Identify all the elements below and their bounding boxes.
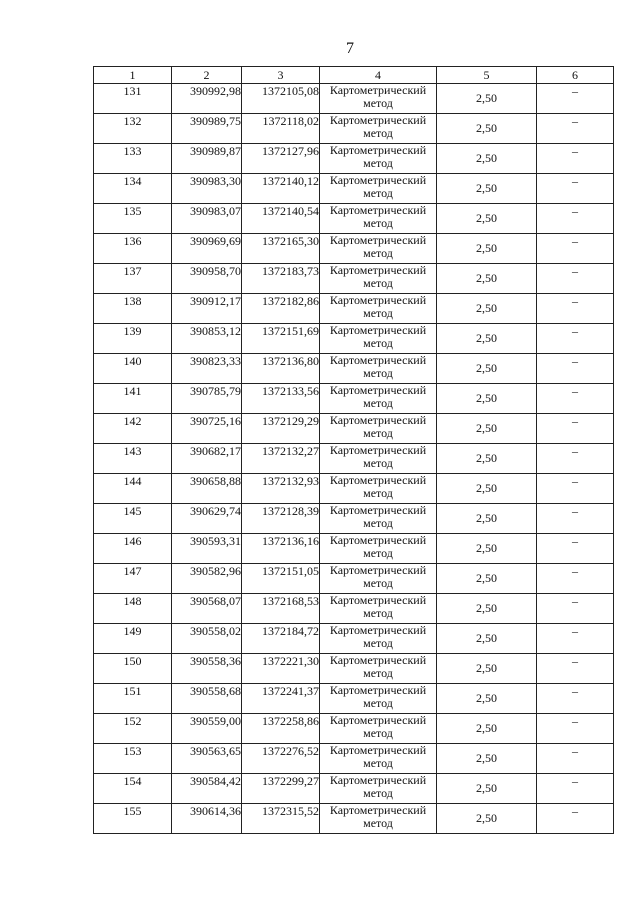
method-cell	[320, 144, 437, 174]
method-cell	[320, 654, 437, 684]
x-coordinate-cell: 390969,69	[172, 234, 242, 264]
y-coordinate-cell: 1372276,52	[242, 744, 320, 774]
x-coordinate-cell: 390563,65	[172, 744, 242, 774]
method-line-2: метод	[363, 816, 393, 830]
method-cell	[320, 384, 437, 414]
method-line-2: метод	[363, 636, 393, 650]
y-coordinate-cell: 1372151,69	[242, 324, 320, 354]
accuracy-cell: 2,50	[437, 294, 537, 324]
method-line-1: Картометрический	[329, 593, 427, 607]
method-line-1: Картометрический	[329, 383, 427, 397]
description-cell: –	[537, 774, 614, 804]
method-cell	[320, 414, 437, 444]
method-cell	[320, 534, 437, 564]
x-coordinate-cell: 390725,16	[172, 414, 242, 444]
method-line-2: метод	[363, 96, 393, 110]
method-line-2: метод	[363, 336, 393, 350]
method-line-2: метод	[363, 786, 393, 800]
method-line-1: Картометрический	[329, 803, 427, 817]
point-number-cell: 141	[94, 384, 172, 414]
point-number-cell: 136	[94, 234, 172, 264]
x-coordinate-cell: 390958,70	[172, 264, 242, 294]
method-cell	[320, 714, 437, 744]
point-number-cell: 144	[94, 474, 172, 504]
accuracy-cell: 2,50	[437, 144, 537, 174]
table-header-row	[94, 67, 614, 84]
accuracy-cell: 2,50	[437, 114, 537, 144]
x-coordinate-cell: 390853,12	[172, 324, 242, 354]
method-cell	[320, 804, 437, 834]
column-header: 4	[320, 67, 437, 84]
point-number-cell: 138	[94, 294, 172, 324]
method-line-2: метод	[363, 396, 393, 410]
method-line-1: Картометрический	[329, 443, 427, 457]
method-cell	[320, 174, 437, 204]
accuracy-cell: 2,50	[437, 384, 537, 414]
table-row	[94, 264, 614, 294]
y-coordinate-cell: 1372133,56	[242, 384, 320, 414]
point-number-cell: 145	[94, 504, 172, 534]
x-coordinate-cell: 390614,36	[172, 804, 242, 834]
table-row	[94, 234, 614, 264]
method-line-1: Картометрический	[329, 113, 427, 127]
method-line-1: Картометрический	[329, 623, 427, 637]
y-coordinate-cell: 1372221,30	[242, 654, 320, 684]
x-coordinate-cell: 390989,87	[172, 144, 242, 174]
y-coordinate-cell: 1372128,39	[242, 504, 320, 534]
method-cell	[320, 744, 437, 774]
accuracy-cell: 2,50	[437, 804, 537, 834]
column-header: 1	[94, 67, 172, 84]
description-cell: –	[537, 384, 614, 414]
y-coordinate-cell: 1372258,86	[242, 714, 320, 744]
method-cell	[320, 594, 437, 624]
x-coordinate-cell: 390682,17	[172, 444, 242, 474]
y-coordinate-cell: 1372140,12	[242, 174, 320, 204]
method-cell	[320, 234, 437, 264]
description-cell: –	[537, 534, 614, 564]
y-coordinate-cell: 1372299,27	[242, 774, 320, 804]
method-line-1: Картометрический	[329, 233, 427, 247]
x-coordinate-cell: 390558,02	[172, 624, 242, 654]
accuracy-cell: 2,50	[437, 474, 537, 504]
y-coordinate-cell: 1372118,02	[242, 114, 320, 144]
x-coordinate-cell: 390823,33	[172, 354, 242, 384]
table-row	[94, 384, 614, 414]
method-cell	[320, 624, 437, 654]
method-line-2: метод	[363, 546, 393, 560]
method-line-1: Картометрический	[329, 773, 427, 787]
point-number-cell: 149	[94, 624, 172, 654]
accuracy-cell: 2,50	[437, 264, 537, 294]
point-number-cell: 140	[94, 354, 172, 384]
table-row	[94, 804, 614, 834]
method-cell	[320, 264, 437, 294]
y-coordinate-cell: 1372182,86	[242, 294, 320, 324]
table-row	[94, 114, 614, 144]
method-line-1: Картометрический	[329, 353, 427, 367]
method-line-2: метод	[363, 276, 393, 290]
y-coordinate-cell: 1372184,72	[242, 624, 320, 654]
point-number-cell: 152	[94, 714, 172, 744]
description-cell: –	[537, 804, 614, 834]
description-cell: –	[537, 234, 614, 264]
method-cell	[320, 114, 437, 144]
x-coordinate-cell: 390785,79	[172, 384, 242, 414]
method-line-2: метод	[363, 576, 393, 590]
method-line-1: Картометрический	[329, 203, 427, 217]
method-line-2: метод	[363, 516, 393, 530]
method-cell	[320, 774, 437, 804]
point-number-cell: 150	[94, 654, 172, 684]
y-coordinate-cell: 1372241,37	[242, 684, 320, 714]
x-coordinate-cell: 390912,17	[172, 294, 242, 324]
point-number-cell: 154	[94, 774, 172, 804]
accuracy-cell: 2,50	[437, 654, 537, 684]
method-cell	[320, 204, 437, 234]
accuracy-cell: 2,50	[437, 564, 537, 594]
method-line-2: метод	[363, 606, 393, 620]
method-cell	[320, 324, 437, 354]
x-coordinate-cell: 390989,75	[172, 114, 242, 144]
method-cell	[320, 84, 437, 114]
method-cell	[320, 564, 437, 594]
accuracy-cell: 2,50	[437, 594, 537, 624]
y-coordinate-cell: 1372136,16	[242, 534, 320, 564]
table-row	[94, 144, 614, 174]
description-cell: –	[537, 624, 614, 654]
description-cell: –	[537, 594, 614, 624]
accuracy-cell: 2,50	[437, 444, 537, 474]
x-coordinate-cell: 390584,42	[172, 774, 242, 804]
description-cell: –	[537, 744, 614, 774]
method-line-2: метод	[363, 666, 393, 680]
point-number-cell: 133	[94, 144, 172, 174]
description-cell: –	[537, 84, 614, 114]
method-line-2: метод	[363, 426, 393, 440]
description-cell: –	[537, 144, 614, 174]
method-line-1: Картометрический	[329, 413, 427, 427]
x-coordinate-cell: 390582,96	[172, 564, 242, 594]
method-line-1: Картометрический	[329, 143, 427, 157]
accuracy-cell: 2,50	[437, 174, 537, 204]
point-number-cell: 131	[94, 84, 172, 114]
method-line-2: метод	[363, 216, 393, 230]
method-line-1: Картометрический	[329, 533, 427, 547]
method-line-1: Картометрический	[329, 293, 427, 307]
method-line-2: метод	[363, 246, 393, 260]
method-line-2: метод	[363, 726, 393, 740]
accuracy-cell: 2,50	[437, 774, 537, 804]
point-number-cell: 151	[94, 684, 172, 714]
table-row	[94, 504, 614, 534]
column-header: 3	[242, 67, 320, 84]
point-number-cell: 143	[94, 444, 172, 474]
accuracy-cell: 2,50	[437, 534, 537, 564]
table-row	[94, 684, 614, 714]
y-coordinate-cell: 1372132,27	[242, 444, 320, 474]
y-coordinate-cell: 1372168,53	[242, 594, 320, 624]
table-row	[94, 744, 614, 774]
point-number-cell: 139	[94, 324, 172, 354]
point-number-cell: 146	[94, 534, 172, 564]
table-row	[94, 414, 614, 444]
method-line-1: Картометрический	[329, 173, 427, 187]
accuracy-cell: 2,50	[437, 84, 537, 114]
table-row	[94, 654, 614, 684]
description-cell: –	[537, 204, 614, 234]
table-row	[94, 84, 614, 114]
point-number-cell: 137	[94, 264, 172, 294]
description-cell: –	[537, 174, 614, 204]
x-coordinate-cell: 390593,31	[172, 534, 242, 564]
accuracy-cell: 2,50	[437, 414, 537, 444]
x-coordinate-cell: 390559,00	[172, 714, 242, 744]
description-cell: –	[537, 444, 614, 474]
y-coordinate-cell: 1372105,08	[242, 84, 320, 114]
x-coordinate-cell: 390629,74	[172, 504, 242, 534]
method-line-2: метод	[363, 756, 393, 770]
method-cell	[320, 684, 437, 714]
y-coordinate-cell: 1372129,29	[242, 414, 320, 444]
column-header: 5	[437, 67, 537, 84]
method-cell	[320, 354, 437, 384]
description-cell: –	[537, 324, 614, 354]
method-line-1: Картометрический	[329, 713, 427, 727]
x-coordinate-cell: 390658,88	[172, 474, 242, 504]
y-coordinate-cell: 1372315,52	[242, 804, 320, 834]
accuracy-cell: 2,50	[437, 714, 537, 744]
x-coordinate-cell: 390983,30	[172, 174, 242, 204]
point-number-cell: 155	[94, 804, 172, 834]
accuracy-cell: 2,50	[437, 624, 537, 654]
method-cell	[320, 444, 437, 474]
description-cell: –	[537, 114, 614, 144]
method-cell	[320, 294, 437, 324]
x-coordinate-cell: 390558,68	[172, 684, 242, 714]
method-line-1: Картометрический	[329, 653, 427, 667]
table-row	[94, 534, 614, 564]
point-number-cell: 132	[94, 114, 172, 144]
method-line-1: Картометрический	[329, 323, 427, 337]
coordinates-table	[93, 66, 614, 834]
y-coordinate-cell: 1372132,93	[242, 474, 320, 504]
method-line-2: метод	[363, 126, 393, 140]
method-line-1: Картометрический	[329, 503, 427, 517]
table-body	[94, 84, 614, 834]
table-row	[94, 564, 614, 594]
point-number-cell: 147	[94, 564, 172, 594]
y-coordinate-cell: 1372136,80	[242, 354, 320, 384]
method-line-2: метод	[363, 486, 393, 500]
page-number: 7	[346, 40, 354, 57]
description-cell: –	[537, 354, 614, 384]
table-row	[94, 354, 614, 384]
point-number-cell: 134	[94, 174, 172, 204]
description-cell: –	[537, 684, 614, 714]
point-number-cell: 153	[94, 744, 172, 774]
accuracy-cell: 2,50	[437, 354, 537, 384]
description-cell: –	[537, 654, 614, 684]
method-line-1: Картометрический	[329, 263, 427, 277]
method-cell	[320, 474, 437, 504]
method-line-2: метод	[363, 456, 393, 470]
table-row	[94, 324, 614, 354]
method-line-2: метод	[363, 306, 393, 320]
table-row	[94, 714, 614, 744]
point-number-cell: 135	[94, 204, 172, 234]
table-row	[94, 474, 614, 504]
accuracy-cell: 2,50	[437, 204, 537, 234]
column-header: 2	[172, 67, 242, 84]
accuracy-cell: 2,50	[437, 324, 537, 354]
y-coordinate-cell: 1372140,54	[242, 204, 320, 234]
description-cell: –	[537, 294, 614, 324]
method-line-1: Картометрический	[329, 683, 427, 697]
method-line-2: метод	[363, 186, 393, 200]
method-line-2: метод	[363, 156, 393, 170]
method-line-2: метод	[363, 696, 393, 710]
method-line-1: Картометрический	[329, 83, 427, 97]
table-row	[94, 774, 614, 804]
method-line-1: Картометрический	[329, 473, 427, 487]
description-cell: –	[537, 564, 614, 594]
table-row	[94, 174, 614, 204]
point-number-cell: 148	[94, 594, 172, 624]
description-cell: –	[537, 504, 614, 534]
x-coordinate-cell: 390983,07	[172, 204, 242, 234]
method-cell	[320, 504, 437, 534]
table-row	[94, 624, 614, 654]
table-row	[94, 294, 614, 324]
accuracy-cell: 2,50	[437, 504, 537, 534]
method-line-2: метод	[363, 366, 393, 380]
method-line-1: Картометрический	[329, 563, 427, 577]
accuracy-cell: 2,50	[437, 234, 537, 264]
accuracy-cell: 2,50	[437, 744, 537, 774]
table-row	[94, 594, 614, 624]
y-coordinate-cell: 1372183,73	[242, 264, 320, 294]
y-coordinate-cell: 1372165,30	[242, 234, 320, 264]
x-coordinate-cell: 390992,98	[172, 84, 242, 114]
description-cell: –	[537, 264, 614, 294]
table-row	[94, 444, 614, 474]
y-coordinate-cell: 1372127,96	[242, 144, 320, 174]
x-coordinate-cell: 390568,07	[172, 594, 242, 624]
table-row	[94, 204, 614, 234]
accuracy-cell: 2,50	[437, 684, 537, 714]
column-header: 6	[537, 67, 614, 84]
description-cell: –	[537, 474, 614, 504]
y-coordinate-cell: 1372151,05	[242, 564, 320, 594]
point-number-cell: 142	[94, 414, 172, 444]
description-cell: –	[537, 714, 614, 744]
x-coordinate-cell: 390558,36	[172, 654, 242, 684]
description-cell: –	[537, 414, 614, 444]
method-line-1: Картометрический	[329, 743, 427, 757]
